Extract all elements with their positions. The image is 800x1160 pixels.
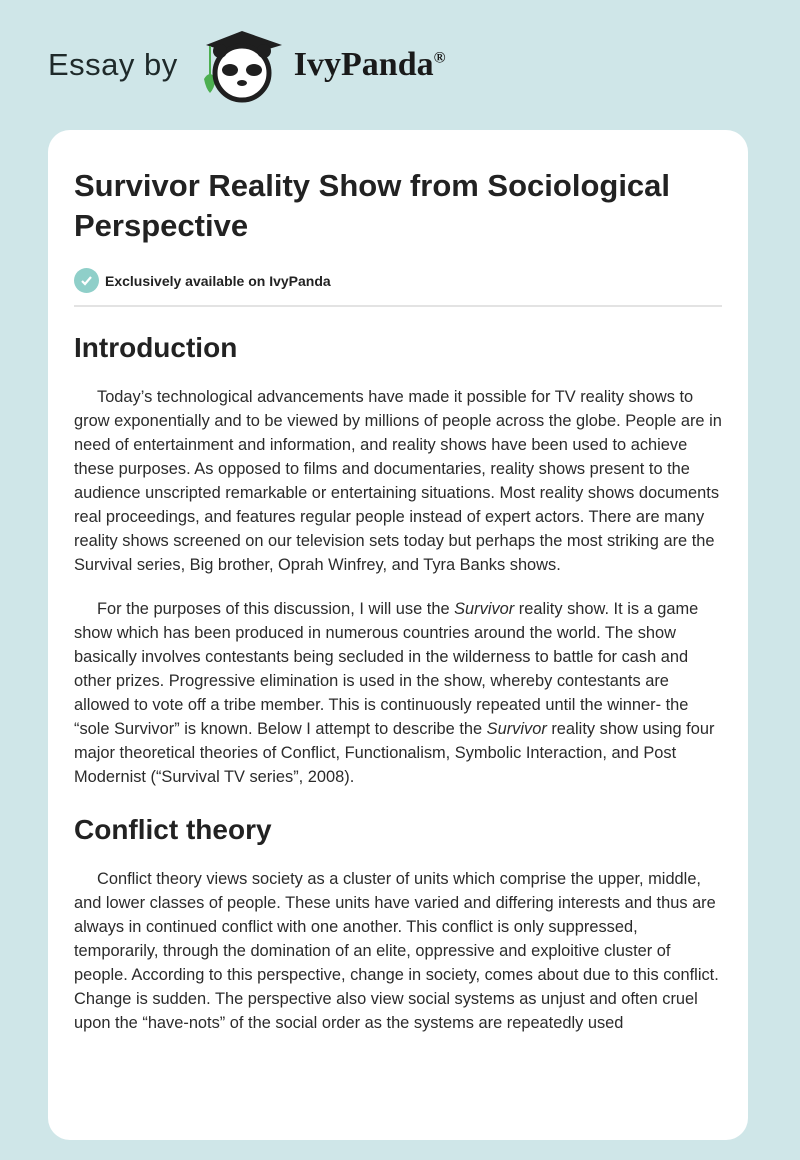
site-header [48, 30, 446, 100]
brand-text: IvyPanda [293, 46, 434, 83]
essay-card [48, 130, 748, 1140]
registered-mark: ® [433, 49, 446, 67]
paragraph [74, 597, 722, 789]
section-heading: Conflict theory [74, 814, 272, 845]
italic-title: Survivor [486, 720, 547, 738]
paragraph: Today’s technological advancements have made it possible for TV reality shows to grow exponentially and to be viewed by millions of people across the globe. People are in need of entertainment and information, and reality shows have been used to achieve these purposes. As opposed to films and documentaries, reality shows present to the audience unscripted remarkable or entertaining situations. Most reality shows documents real proceedings, and features regular people instead of expert actors. There are many reality shows screened on our television sets today but perhaps the most striking are the Survival series, Big brother, Oprah Winfrey, and Tyra Banks shows. [74, 388, 722, 574]
brand-name[interactable] [294, 46, 446, 84]
essay-by-label: Essay by [48, 47, 178, 82]
text: reality show using four major theoretical theories of Conflict, Functionalism, Symbolic Interaction, and Post Modernist (“Survival TV series”, 2008). [74, 720, 715, 786]
italic-title: Survivor [454, 600, 515, 618]
badge-text: Exclusively available on IvyPanda [105, 272, 331, 289]
paragraph: Conflict theory views society as a cluster of units which comprise the upper, middle, and lower classes of people. These units have varied and differing interests and thus are always in continued conflict with one another. This conflict is only suppressed, temporarily, through the domination of an elite, oppressive and exploitive cluster of people. According to this perspective, change in society, comes about due to this conflict. Change is sudden. The perspective also view social systems as unjust and often cruel upon the “have-nots” of the social order as the systems are repeatedly used [74, 870, 719, 1032]
text: reality show. It is a game show which has been produced in numerous countries around the world. The show basically involves contestants being secluded in the wilderness to battle for cash and other prizes. Progressive elimination is used in the show, whereby contestants are allowed to vote off a tribe member. This is continuously repeated until the winner- the “sole Survivor” is known. Below I attempt to describe the [74, 600, 699, 738]
exclusive-badge [74, 268, 722, 293]
check-icon [74, 268, 99, 293]
page-title: Survivor Reality Show from Sociological Perspective [74, 168, 671, 243]
text: For the purposes of this discussion, I will use the [97, 600, 455, 618]
divider [74, 305, 722, 307]
panda-logo-icon[interactable] [198, 27, 284, 103]
section-heading: Introduction [74, 332, 238, 363]
